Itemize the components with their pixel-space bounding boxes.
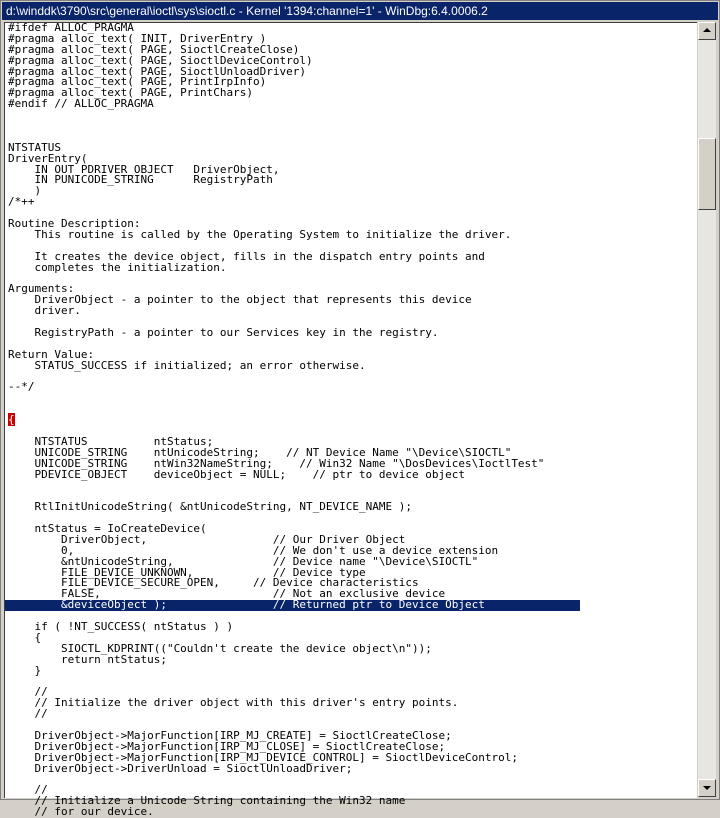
code-line[interactable]: #pragma alloc_text( PAGE, PrintChars) bbox=[8, 86, 254, 100]
code-line[interactable]: DriverObject->MajorFunction[IRP_MJ_CLOSE] = SioctlCreateClose; bbox=[8, 739, 446, 753]
arrow-up-icon bbox=[703, 28, 711, 32]
code-line[interactable] bbox=[8, 393, 580, 404]
code-line[interactable]: ) bbox=[8, 184, 42, 198]
code-line[interactable]: This routine is called by the Operating System to initialize the driver. bbox=[8, 227, 512, 241]
code-line[interactable]: STATUS_SUCCESS if initialized; an error otherwise. bbox=[8, 358, 366, 372]
code-line[interactable]: RtlInitUnicodeString( &ntUnicodeString, NT_DEVICE_NAME ); bbox=[8, 500, 412, 514]
code-line[interactable] bbox=[8, 404, 580, 415]
code-line[interactable]: DriverObject->MajorFunction[IRP_MJ_DEVICE_CONTROL] = SioctlDeviceControl; bbox=[8, 750, 518, 764]
code-line[interactable]: DriverObject - a pointer to the object that represents this device bbox=[8, 293, 472, 307]
code-line[interactable]: return ntStatus; bbox=[8, 652, 167, 666]
code-line[interactable]: NTSTATUS ntStatus; bbox=[8, 434, 214, 448]
code-line[interactable]: FILE_DEVICE_UNKNOWN, // Device type bbox=[8, 565, 366, 579]
code-line[interactable]: DriverObject->DriverUnload = SioctlUnloadDriver; bbox=[8, 761, 353, 775]
code-line[interactable]: #pragma alloc_text( INIT, DriverEntry ) bbox=[8, 31, 267, 45]
code-line[interactable]: // for our device. bbox=[8, 805, 154, 818]
window-title: d:\winddk\3790\src\general\ioctl\sys\sioctl.c - Kernel '1394:channel=1' - WinDbg:6.4.0006.2 bbox=[2, 2, 718, 20]
code-line[interactable]: RegistryPath - a pointer to our Services key in the registry. bbox=[8, 325, 439, 339]
code-line[interactable]: // bbox=[8, 783, 48, 797]
code-line[interactable]: driver. bbox=[8, 304, 81, 318]
code-line[interactable]: // bbox=[8, 707, 48, 721]
code-line[interactable]: SIOCTL_KDPRINT(("Couldn't create the device object\n")); bbox=[8, 641, 432, 655]
code-line[interactable]: FILE_DEVICE_SECURE_OPEN, // Device characteristics bbox=[8, 576, 419, 590]
code-line[interactable]: { bbox=[8, 630, 42, 644]
source-code[interactable] bbox=[8, 23, 580, 818]
code-line[interactable]: DriverObject, // Our Driver Object bbox=[8, 532, 406, 546]
code-line[interactable] bbox=[8, 480, 580, 491]
code-line[interactable]: Routine Description: bbox=[8, 217, 141, 231]
code-line[interactable] bbox=[8, 676, 580, 687]
code-line[interactable]: Return Value: bbox=[8, 347, 95, 361]
code-line[interactable]: /*++ bbox=[8, 195, 35, 209]
code-line[interactable]: // Initialize the driver object with this driver's entry points. bbox=[8, 696, 459, 710]
source-editor[interactable] bbox=[4, 21, 697, 818]
scroll-up-button[interactable] bbox=[698, 22, 716, 40]
code-line[interactable]: // Initialize a Unicode String containing the Win32 name bbox=[8, 794, 406, 808]
code-line[interactable]: #pragma alloc_text( PAGE, PrintIrpInfo) bbox=[8, 75, 267, 89]
code-line[interactable]: completes the initialization. bbox=[8, 260, 227, 274]
code-line[interactable] bbox=[8, 774, 580, 785]
code-line[interactable]: FALSE, // Not an exclusive device bbox=[8, 587, 446, 601]
code-line[interactable]: #ifdef ALLOC_PRAGMA bbox=[8, 21, 134, 34]
code-line[interactable]: ntStatus = IoCreateDevice( bbox=[8, 521, 207, 535]
code-line[interactable]: IN PUNICODE_STRING RegistryPath bbox=[8, 173, 273, 187]
code-line[interactable]: #endif // ALLOC_PRAGMA bbox=[8, 97, 154, 111]
code-line[interactable]: It creates the device object, fills in the dispatch entry points and bbox=[8, 249, 485, 263]
scroll-down-button[interactable] bbox=[698, 779, 716, 797]
code-line-selected[interactable]: &deviceObject ); // Returned ptr to Device Object bbox=[5, 600, 580, 611]
code-line[interactable]: Arguments: bbox=[8, 282, 75, 296]
code-line[interactable]: // bbox=[8, 685, 48, 699]
code-line[interactable]: PDEVICE_OBJECT deviceObject = NULL; // ptr to device object bbox=[8, 467, 465, 481]
code-line[interactable] bbox=[8, 415, 580, 426]
code-line[interactable]: &ntUnicodeString, // Device name "\Device\SIOCTL" bbox=[8, 554, 479, 568]
breakpoint-marker[interactable]: { bbox=[8, 413, 15, 427]
code-line[interactable]: DriverEntry( bbox=[8, 151, 88, 165]
code-line[interactable]: 0, // We don't use a device extension bbox=[8, 543, 499, 557]
code-line[interactable]: NTSTATUS bbox=[8, 140, 61, 154]
arrow-down-icon bbox=[703, 786, 711, 790]
code-line[interactable] bbox=[8, 372, 580, 383]
code-line[interactable]: } bbox=[8, 663, 42, 677]
code-line[interactable] bbox=[8, 121, 580, 132]
code-line[interactable] bbox=[8, 110, 580, 121]
scroll-thumb[interactable] bbox=[698, 138, 716, 210]
code-line[interactable]: #pragma alloc_text( PAGE, SioctlCreateClose) bbox=[8, 42, 300, 56]
code-line[interactable]: UNICODE_STRING ntUnicodeString; // NT Device Name "\Device\SIOCTL" bbox=[8, 445, 512, 459]
code-line[interactable]: if ( !NT_SUCCESS( ntStatus ) ) bbox=[8, 619, 234, 633]
code-line[interactable] bbox=[8, 273, 580, 284]
code-line[interactable]: IN OUT PDRIVER_OBJECT DriverObject, bbox=[8, 162, 280, 176]
code-line[interactable]: UNICODE_STRING ntWin32NameString; // Win32 Name "\DosDevices\IoctlTest" bbox=[8, 456, 545, 470]
vertical-scrollbar[interactable] bbox=[698, 22, 716, 797]
code-line[interactable]: DriverObject->MajorFunction[IRP_MJ_CREATE] = SioctlCreateClose; bbox=[8, 728, 452, 742]
code-line[interactable]: #pragma alloc_text( PAGE, SioctlUnloadDriver) bbox=[8, 64, 307, 78]
code-line[interactable] bbox=[8, 132, 580, 143]
code-line[interactable]: #pragma alloc_text( PAGE, SioctlDeviceControl) bbox=[8, 53, 313, 67]
code-line[interactable]: --*/ bbox=[8, 380, 35, 394]
